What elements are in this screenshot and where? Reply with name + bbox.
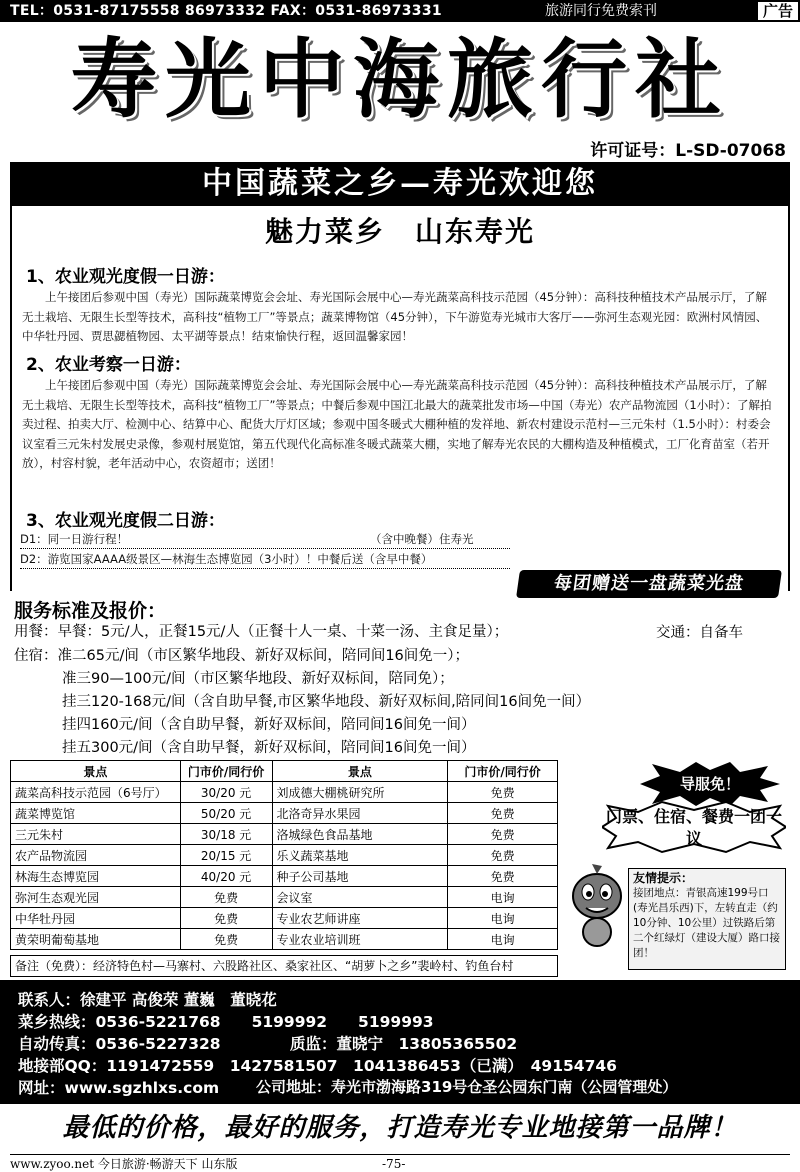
page-footer <box>10 1154 790 1172</box>
spot-name: 专业农业培训班 <box>272 929 448 950</box>
spot-name: 专业农艺师讲座 <box>272 908 448 929</box>
lodging-line: 挂四160元/间（含自助早餐，新好双标间，陪同间16间免一间） <box>62 717 476 733</box>
title-block <box>0 22 800 162</box>
spot-price: 30/20 元 <box>180 782 272 803</box>
table-row <box>11 845 558 866</box>
table-note: 备注（免费）：经济特色村—马寨村、六股路社区、桑家社区、“胡萝卜之乡”裴岭村、钓鱼台村 <box>10 955 558 977</box>
spot-price: 50/20 元 <box>180 803 272 824</box>
spot-name: 蔬菜博览馆 <box>11 803 181 824</box>
spot-name: 黄荣明葡萄基地 <box>11 929 181 950</box>
spot-price: 电询 <box>448 908 558 929</box>
ticket-negotiation-text: 门票、住宿、餐费一团一议 <box>605 807 782 848</box>
table-header: 景点 <box>11 761 181 782</box>
table-row <box>11 824 558 845</box>
spot-price: 免费 <box>180 887 272 908</box>
spot-price: 电询 <box>448 929 558 950</box>
price-table <box>10 760 558 950</box>
lodging-line: 挂五300元/间（含自助早餐，新好双标间，陪同间16间免一间） <box>62 740 476 756</box>
lodging-line: 挂三120-168元/间（含自助早餐,市区繁华地段、新好双标间,陪同间16间免一间） <box>62 694 591 710</box>
contact-panel <box>0 980 800 1104</box>
lodging-line: 住宿：准二65元/间（市区繁华地段、新好双标间，陪同间16间免一）； <box>14 648 470 664</box>
day-1-note: （含中晚餐）住寿光 <box>370 532 474 546</box>
spot-name: 洛城绿色食品基地 <box>272 824 448 845</box>
table-row <box>11 866 558 887</box>
table-header-row <box>11 761 558 782</box>
day-2-divider <box>20 568 510 569</box>
contact-hotline: 菜乡热线：0536-5221768 5199992 5199993 <box>18 1013 434 1031</box>
spot-name: 北洛奇异水果园 <box>272 803 448 824</box>
table-row <box>11 782 558 803</box>
top-contact-bar <box>0 0 800 22</box>
contact-qq: 地接部QQ：1191472559 1427581507 1041386453（已满） 49154746 <box>18 1057 617 1075</box>
tip-text: 接团地点：青银高速199号口(寿光昌乐西)下，左转直走（约10分钟、10公里）过铁路后第二个红绿灯（建设大厦）路口接团！ <box>633 887 780 959</box>
spot-price: 20/15 元 <box>180 845 272 866</box>
spot-price: 免费 <box>448 866 558 887</box>
spot-price: 电询 <box>448 887 558 908</box>
subtitle: 魅力菜乡 山东寿光 <box>264 215 535 248</box>
gift-banner: 每团赠送一盘蔬菜光盘 <box>516 570 782 598</box>
contact-people: 联系人：徐建平 高俊荣 董巍 董晓花 <box>18 991 277 1009</box>
meal-price: 用餐：早餐：5元/人，正餐15元/人（正餐十人一桌、十菜一汤、主食足量）； <box>14 624 509 640</box>
spot-name: 会议室 <box>272 887 448 908</box>
spot-name: 三元朱村 <box>11 824 181 845</box>
section-1-body: 上午接团后参观中国（寿光）国际蔬菜博览会会址、寿光国际会展中心—寿光蔬菜高科技示范园（45分钟）：高科技种植技术产品展示厅，了解无土栽培、无限生长型等技术，高科技“植物工厂”等景点；蔬菜博物馆（45分钟），下午游览寿光城市大客厅——弥河生态观光园：欧洲村风情园、中华牡丹园、贾思勰植物园、太平湖等景点！结束愉快行程，返回温馨家园！ <box>22 290 768 343</box>
table-row <box>11 887 558 908</box>
friendly-tip-box <box>628 868 786 970</box>
spot-name: 刘成德大棚桃研究所 <box>272 782 448 803</box>
spot-name: 中华牡丹园 <box>11 908 181 929</box>
top-slogan: 旅游同行免费索刊 <box>545 3 657 19</box>
table-row <box>11 803 558 824</box>
day-1-divider <box>20 548 510 549</box>
agency-title: 寿光中海旅行社 <box>71 29 729 130</box>
section-1-heading: 1、农业观光度假一日游： <box>26 267 225 287</box>
top-contact-text: TEL：0531-87175558 86973332 FAX：0531-86973331 <box>10 3 442 19</box>
spot-price: 免费 <box>180 908 272 929</box>
spot-name: 种子公司基地 <box>272 866 448 887</box>
table-header: 门市价/同行价 <box>448 761 558 782</box>
mascot-illustration <box>564 862 630 948</box>
section-2-body: 上午接团后参观中国（寿光）国际蔬菜博览会会址、寿光国际会展中心—寿光蔬菜高科技示范园（45分钟）：高科技种植技术产品展示厅，了解无土栽培、无限生长型等技术，高科技“植物工厂”等景点；中餐后参观中国江北最大的蔬菜批发市场—中国（寿光）农产品物流园（1小时）：了解拍卖过程、拍卖大厅、检测中心、结算中心、配货大厅灯区域；参观中国冬暖式大棚种植的发祥地、新农村建设示范村—三元朱村（1.5小时）：村委会议室看三元朱村发展史录像，参观村展览馆，第五代现代化高标准冬暖式蔬菜大棚，实地了解寿光农民的大棚构造及种植模式，工厂化育苗室（若开放），村容村貌，老年活动中心，农资超市；送团！ <box>22 378 772 470</box>
contact-fax: 自动传真：0536-5227328 <box>18 1035 221 1053</box>
ticket-negotiation-burst <box>602 800 786 854</box>
spot-name: 林海生态博览园 <box>11 866 181 887</box>
spot-price: 免费 <box>448 824 558 845</box>
spot-price: 免费 <box>180 929 272 950</box>
day-1-label: D1：同一日游行程！ <box>20 532 129 546</box>
section-3-heading: 3、农业观光度假二日游： <box>26 511 225 531</box>
spot-price: 40/20 元 <box>180 866 272 887</box>
contact-supervisor: 质监：董晓宁 13805365502 <box>290 1035 518 1053</box>
company-address: 公司地址：寿光市渤海路319号仓圣公园东门南（公园管理处） <box>256 1078 678 1096</box>
spot-name: 弥河生态观光园 <box>11 887 181 908</box>
service-title: 服务标准及报价： <box>14 600 167 622</box>
spot-name: 蔬菜高科技示范园（6号厅） <box>11 782 181 803</box>
spot-name: 乐义蔬菜基地 <box>272 845 448 866</box>
closing-slogan: 最低的价格，最好的服务，打造寿光专业地接第一品牌！ <box>62 1113 738 1143</box>
tip-title: 友情提示： <box>633 871 694 885</box>
spot-price: 免费 <box>448 782 558 803</box>
page-number: -75- <box>382 1157 406 1171</box>
table-row <box>11 908 558 929</box>
transport-info: 交通：自备车 <box>656 625 743 641</box>
license-number: 许可证号：L-SD-07068 <box>590 141 786 161</box>
guide-free-text: 导服免！ <box>679 775 740 793</box>
footer-source: www.zyoo.net 今日旅游·畅游天下 山东版 <box>10 1157 238 1171</box>
table-header: 门市价/同行价 <box>180 761 272 782</box>
day-2-label: D2：游览国家AAAA级景区—林海生态博览园（3小时）！中餐后送（含早中餐） <box>20 552 433 566</box>
table-header: 景点 <box>272 761 448 782</box>
spot-price: 免费 <box>448 803 558 824</box>
lodging-line: 准三90—100元/间（市区繁华地段、新好双标间，陪同免）； <box>62 671 454 687</box>
section-2-heading: 2、农业考察一日游： <box>26 355 191 375</box>
table-row <box>11 929 558 950</box>
welcome-banner: 中国蔬菜之乡—寿光欢迎您 <box>10 162 790 206</box>
website-link[interactable]: 网址：www.sgzhlxs.com <box>18 1079 220 1097</box>
ad-tag: 广告 <box>756 0 800 22</box>
spot-name: 农产品物流园 <box>11 845 181 866</box>
spot-price: 30/18 元 <box>180 824 272 845</box>
spot-price: 免费 <box>448 845 558 866</box>
